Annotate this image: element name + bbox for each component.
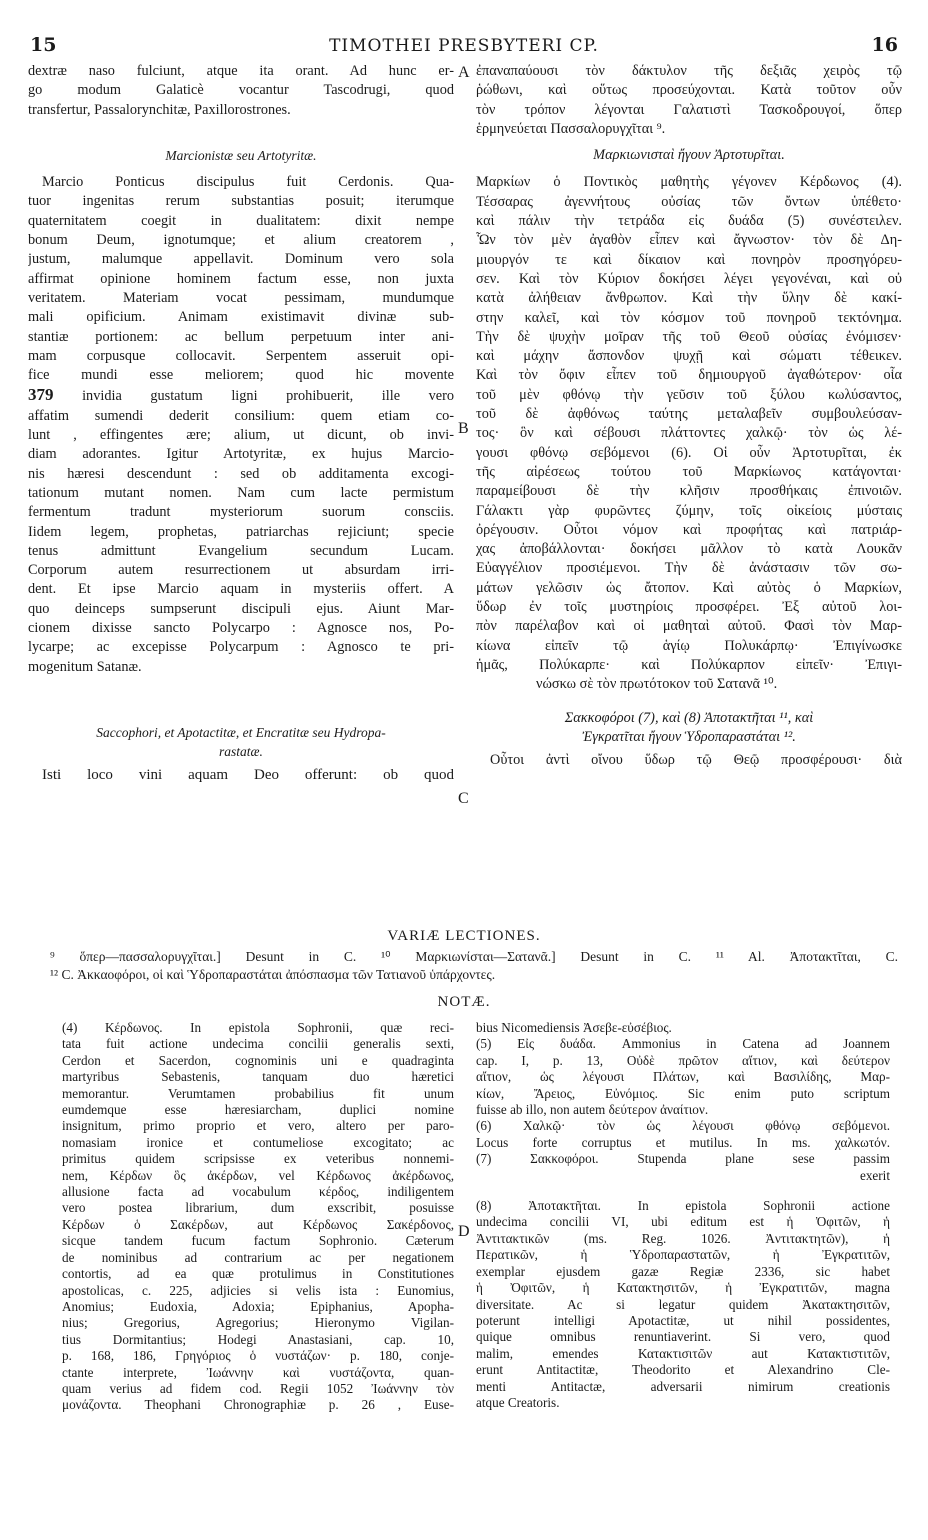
greek-line: καὶ μάχην ἄσπονδον ψυχῇ καὶ σώματι τέθεικεν.: [476, 348, 902, 365]
note-line: memorantur. Verumtamen probabilius fit unum: [62, 1085, 454, 1101]
latin-line: Isti loco vini aquam Deo offerunt: ob quod: [42, 766, 454, 783]
note-line: menti Antitactæ, adversarii nimirum creationis: [476, 1378, 890, 1394]
greek-line: χας ἀποβάλλονται· δοκήσει μᾶλλον τὸ κατὰ Λουκᾶν: [476, 541, 902, 558]
greek-line: κίωνα εἰπεῖν τῷ ἁγίῳ Πολυκάρπῳ· Ἐπιγίνωσκε: [476, 637, 902, 654]
page-header: [30, 34, 898, 60]
latin-section-heading: Marcionistæ seu Artotyritæ.: [165, 147, 317, 163]
note-line: Anomius; Eudoxia, Adoxia; Epiphanius, Apopha-: [62, 1298, 454, 1314]
latin-line: fermentum tradunt mysteriorum suorum consciis.: [28, 504, 454, 521]
latin-line: lycarpe; ac excepisse Polycarpum : Agnosco te pri-: [28, 639, 454, 656]
variant-line: ⁹ ὅπερ—πασσαλορυγχῖται.] Desunt in C. ¹⁰ Μαρκιωνίσται—Σατανᾶ.] Desunt in C. ¹¹ Al. Ἀποτακτῖται, C.: [50, 949, 898, 964]
note-line: κίων, Ἄρειος, Εὐνόμιος. Sic enim puto scriptum: [476, 1085, 890, 1101]
latin-line: Iidem legem, prophetas, patriarchas rejiciunt; specie: [28, 523, 454, 540]
variae-lectiones: [50, 948, 898, 984]
latin-line: dextræ naso fulciunt, atque ita orant. Ad hunc er-: [28, 63, 454, 79]
greek-line: Γάλακτι γὰρ φυρῶντες ζύμην, τοῖς οἰκείοις μύσταις: [476, 502, 902, 519]
greek-line: τος· ὃν καὶ σέβουσι πλάττοντες χαλκῷ· τὸν ὡς λέ-: [476, 425, 902, 442]
latin-line: stantiæ portionem: ac bellum perpetuum inter ani-: [28, 328, 454, 345]
greek-line: τῆς αἱρέσεως τούτου τοῦ Μαρκίωνος κατάγονται·: [476, 463, 902, 480]
latin-line: Marcio Ponticus discipulus fuit Cerdonis. Qua-: [42, 174, 454, 191]
note-line: (8) Ἀποτακτῆται. In epistola Sophronii actione: [476, 1198, 890, 1214]
greek-line: Τέσσαρας ἀγεννήτους οὐσίας τῶν ὄντων ὑπέθετο·: [476, 193, 902, 210]
note-line: atque Creatoris.: [476, 1394, 560, 1410]
marginal-page-number: 379: [28, 385, 54, 405]
greek-line: μιουργόν τε καὶ δίκαιον καὶ πονηρὸν προσηγόρευ-: [476, 251, 902, 268]
running-title: TIMOTHEI PRESBYTERI CP.: [329, 36, 599, 56]
note-line: Cerdon et Sacerdon, cognominis uni e quadraginta: [62, 1052, 454, 1068]
greek-section-heading: Μαρκιωνισταὶ ἤγουν Ἀρτοτυρῖται.: [593, 147, 785, 164]
greek-column: [476, 62, 902, 770]
latin-line: quaternitatem coegit in dualitatem: dixit nempe: [28, 212, 454, 229]
latin-line: Corporum autem resurrectionem ut absurdam irri-: [28, 562, 454, 579]
latin-line: cionem dixisse sancto Polycarpo : Agnosce nos, Po-: [28, 620, 454, 637]
latin-section-heading-2: Saccophori, et Apotactitæ, et Encratitæ seu Hydropa-: [96, 724, 386, 740]
latin-line: diam adorantes. Igitur Artotyritæ, ex hujus Marcio-: [28, 446, 454, 463]
margin-letter-d: D: [458, 1223, 470, 1240]
note-line: nius; Gregorius, Agregorius; Hieronymo Vigilan-: [62, 1315, 454, 1331]
note-line: Locus forte corruptus et mutilus. In ms. χαλκωτόν.: [476, 1134, 890, 1150]
greek-line: μάτων γελῶσιν ὡς ἄτοπον. Καὶ αὐτὸς ὁ Μαρκίων,: [476, 579, 902, 596]
note-line: μονάζοντα. Theophani Chronographiæ p. 26 , Euse-: [62, 1397, 454, 1413]
greek-section-heading-2: Σακκοφόροι (7), καὶ (8) Ἀποτακτῆται ¹¹, καὶ: [564, 709, 814, 726]
latin-line: tuor ingenitas rerum substantias posuit; iterumque: [28, 193, 454, 210]
variant-line: ¹² C. Ἀκκαοφόροι, οἱ καὶ Ὑδροπαραστάται ἀπόσπασμα τῶν Τατιανοῦ ὑπάρχοντες.: [50, 967, 496, 982]
latin-line: go modum Galaticè vocantur Tascodrugi, quod: [28, 82, 454, 99]
notae-title: NOTÆ.: [437, 994, 491, 1010]
latin-line: dent. Et ipse Marcio aquam in mysteriis offert. A: [28, 581, 454, 598]
greek-line: ἡμᾶς, Πολύκαρπε· καὶ Πολύκαρπον εἰπεῖν· Ἐπιγι-: [476, 656, 902, 673]
note-line: fuisse ab illo, non autem δεύτερον ἀναίτιον.: [476, 1102, 709, 1118]
latin-line: justum, malumque appellavit. Dominum vero sola: [28, 251, 454, 268]
note-line: sicque tandem fucum factum Sophronio. Cæterum: [62, 1233, 454, 1249]
latin-line: lunt , effingentes ære; alium, ut dicunt, ob invi-: [28, 427, 454, 444]
latin-line-text: invidia gustatum ligni prohibuerit, ille vero: [82, 388, 454, 405]
notes-left-column: [62, 1020, 454, 1414]
greek-line: ὀρέγουσιν. Οὗτοι νόμον καὶ προφήτας καὶ πατριάρ-: [476, 521, 902, 538]
latin-line: tationum mutant nomen. Nam cum lacte permistum: [28, 484, 454, 501]
note-line: cap. I, p. 13, Οὐδὲ πρῶτον αἴτιον, καὶ δεύτερον: [476, 1052, 890, 1068]
page-number-left: 15: [30, 34, 57, 56]
greek-line: Εὐαγγέλιον προσιέμενοι. Τὴν δὲ ἀνάστασιν τῶν σω-: [476, 560, 902, 577]
latin-line: bonum Deum, ignotumque; et alium creatorem ,: [28, 232, 454, 249]
latin-line: transfertur, Passalorynchitæ, Paxillorostrones.: [28, 101, 291, 118]
latin-line: affatim sumendi dederit consilium: quem etiam co-: [28, 407, 454, 424]
note-line: ἡ Ὀφιτῶν, ἡ Κατακτησιτῶν, ἡ Ἐγκρατιτῶν, magna: [476, 1280, 890, 1296]
note-line: allusione facta ad vocabulum κέρδος, indiligentem: [62, 1184, 454, 1200]
greek-line: πὸν παρέλαβον καὶ οἱ μαθηταὶ αὐτοῦ. Φασὶ τὸν Μαρ-: [476, 618, 902, 635]
note-line: αἴτιον, ὡς λέγουσι Πλάτων, καὶ Βασιλίδης, Μαρ-: [476, 1069, 890, 1085]
latin-line: mam corpusque collocavit. Serpentem asseruit opi-: [28, 347, 454, 364]
note-line: p. 168, 186, Γρηγόριος ὁ νυστάζων· p. 180, conje-: [62, 1348, 454, 1364]
note-line: insignitum, primo proprio et vero, altero per paro-: [62, 1118, 454, 1134]
note-line: quam verius ad fidem cod. Regii 1052 Ἰωάννην τὸν: [62, 1380, 454, 1396]
note-line: exemplar ejusdem gazæ Regiæ 2336, sic habet: [476, 1263, 890, 1279]
greek-line: στην καλεῖ, καὶ τὸν κόσμον τοῦ πονηροῦ τεκτόνημα.: [476, 309, 902, 326]
latin-line: tenus admittunt Evangelium secundum Lucam.: [28, 542, 454, 559]
note-line: Περατικῶν, ἡ Ὑδροπαραστατῶν, ἡ Ἐγκρατιτῶν,: [476, 1247, 890, 1263]
notes-right-column: [476, 1020, 890, 1411]
greek-line: ὕδωρ ἐν τοῖς μυστηρίοις προσφέρει. Ἐξ αὐτοῦ λοι-: [476, 599, 902, 616]
latin-line: veritatem. Materiam vocat pessimam, mundumque: [28, 289, 454, 306]
note-line: (6) Χαλκῷ· τὸν ὡς λέγουσι φθόνῳ σεβόμενοι.: [476, 1118, 890, 1134]
note-line: contortis, ad ea quæ protulimus in Constitutiones: [62, 1266, 454, 1282]
note-line: Κέρδων ὁ Σακέρδων, aut Κέρδωνος Σακέρδονος,: [62, 1216, 454, 1232]
latin-line: fice mundi esse meliorem; quod hic movente: [28, 367, 454, 384]
latin-column: [28, 62, 454, 785]
greek-line: Καὶ τὸν ὄφιν εἶπεν τοῦ δημιουργοῦ ἀγαθώτερον· οἷα: [476, 367, 902, 384]
variae-lectiones-title: VARIÆ LECTIONES.: [387, 928, 541, 944]
greek-line: Οὗτοι ἀντὶ οἴνου ὕδωρ τῷ Θεῷ προσφέρουσι· διὰ: [490, 752, 902, 769]
greek-line: σεν. Καὶ τὸν Κύριον δοκήσει λέγει γεγονέναι, καὶ οὐ: [476, 270, 902, 287]
latin-line: quo deinceps sumpserunt discipuli ejus. Aiunt Mar-: [28, 600, 454, 617]
note-line: (5) Εἰς δυάδα. Ammonius in Catena ad Joannem: [476, 1036, 890, 1052]
note-line: tata fuit actione undecima concilii generalis sexti,: [62, 1036, 454, 1052]
note-line: tius Dormitantius; Hodegi Anastasiani, cap. 10,: [62, 1331, 454, 1347]
note-line: quique omnibus renuntiaverint. Si vero, quod: [476, 1329, 890, 1345]
greek-line: παραμείβουσι δὲ τὴν κλῆσιν προσθήκαις ἐπινοιῶν.: [476, 483, 902, 500]
note-line: malim, emendes Κατακτισιτῶν aut Κατακτιστιτῶν,: [476, 1345, 890, 1361]
note-line: apostolicas, c. 225, adjicies si velis ista : Eunomius,: [62, 1282, 454, 1298]
note-line: primitus quidem scripsisse ex veteribus nonnemi-: [62, 1151, 454, 1167]
note-line: Ἀντιτακτικῶν (ms. Reg. 1026. Ἀντιτακτητῶν), ἡ: [476, 1230, 890, 1246]
greek-line: νώσκω σὲ τὸν πρωτότοκον τοῦ Σατανᾶ ¹⁰.: [536, 676, 778, 693]
note-line: undecima concilii VI, ubi editum est ἡ Ὀφιτῶν, ἡ: [476, 1214, 890, 1230]
greek-line: τοῦ δὲ ἀφθόνως ταύτης μεταλαβεῖν συμβουλεύσαν-: [476, 406, 902, 423]
latin-line-with-marginal-number: [28, 385, 454, 406]
latin-section-heading-2b: rastatæ.: [219, 744, 263, 760]
margin-letter-a: A: [458, 64, 470, 81]
greek-line: Ὧν τὸν μὲν ἀγαθὸν εἶπεν καὶ ἄγνωστον· τὸν δὲ Δη-: [476, 232, 902, 249]
note-line: nem, Κέρδων ὃς ἀκέρδων, vel Κέρδωνος ἀκέρδωνος,: [62, 1167, 454, 1183]
greek-line: γουσι φθόνῳ σεβόμενοι (6). Οἱ οὖν Ἀρτοτυρῖται, ἐκ: [476, 444, 902, 461]
greek-section-heading-2b: Ἐγκρατῖται ἤγουν Ὑδροπαραστάται ¹².: [582, 728, 796, 745]
note-line: (7) Σακκοφόροι. Stupenda plane sese passim: [476, 1151, 890, 1167]
note-line: martyribus Sebastenis, tanquam duo hæretici: [62, 1069, 454, 1085]
note-line: poterunt intelligi Apotactitæ, ut nihil possidentes,: [476, 1312, 890, 1328]
note-line: vero postea librarium, dum exscribit, posuisse: [62, 1200, 454, 1216]
note-line: diversitate. Ac si legatur quidem Ἀκατακτησιτῶν,: [476, 1296, 890, 1312]
note-line: de nominibus ad contrarium ac per negationem: [62, 1249, 454, 1265]
page-number-right: 16: [871, 34, 898, 56]
greek-line: τοῦ μὲν φθόνῳ τὴν γεῦσιν τοῦ ξύλου κωλύσαντος,: [476, 386, 902, 403]
greek-line: ἑρμηνεύεται Πασσαλορυγχῖται ⁹.: [476, 120, 666, 137]
note-line: eumdemque esse hæresiarcham, duplici nomine: [62, 1102, 454, 1118]
note-line: erunt Antitactitæ, Theodorito et Alexandrino Cle-: [476, 1362, 890, 1378]
margin-letter-c: C: [458, 790, 469, 807]
margin-letter-b: B: [458, 420, 469, 437]
note-line: ctante interprete, Ἰωάννην καὶ νυστάζοντα, quan-: [62, 1364, 454, 1380]
greek-line: τὸν τρόπον λέγονται Γαλατιστὶ Τασκοδρουγοί, ὅπερ: [476, 101, 902, 118]
note-line: nomasiam ironice et contumeliose excogitato; ac: [62, 1134, 454, 1150]
greek-line: Τὴν δὲ ψυχὴν μοῖραν τῆς τοῦ Θεοῦ οὐσίας ἐνόμισεν·: [476, 328, 902, 345]
latin-line: mali opificium. Animam existimavit divinæ sub-: [28, 309, 454, 326]
greek-line: Μαρκίων ὁ Ποντικὸς μαθητὴς γέγονεν Κέρδωνος (4).: [476, 174, 902, 191]
latin-line: nis hæresi descendunt : sed ob additamenta excogi-: [28, 465, 454, 482]
greek-line: ἐπαναπαύουσι τὸν δάκτυλον τῆς δεξιᾶς χειρὸς τῷ: [476, 63, 902, 79]
note-line: (4) Κέρδωνος. In epistola Sophronii, quæ reci-: [62, 1020, 454, 1035]
latin-line: affirmat opinione hominem factum esse, non juxta: [28, 270, 454, 287]
greek-line: καὶ πάλιν τὴν τετράδα εἰς δυάδα (5) συνέστειλεν.: [476, 213, 902, 230]
note-line: bius Nicomediensis Ἀσεβε-εὐσέβιος.: [476, 1020, 672, 1035]
greek-line: κατὰ ἀλήθειαν ἄνθρωπον. Καὶ τὴν ὕλην δὲ κακί-: [476, 290, 902, 307]
greek-line: ῥώθωνι, καὶ οὕτως προσεύχονται. Κατὰ τοῦτον οὖν: [476, 82, 902, 99]
latin-line: mogenitum Satanæ.: [28, 658, 142, 675]
note-line: exerit: [859, 1167, 890, 1183]
